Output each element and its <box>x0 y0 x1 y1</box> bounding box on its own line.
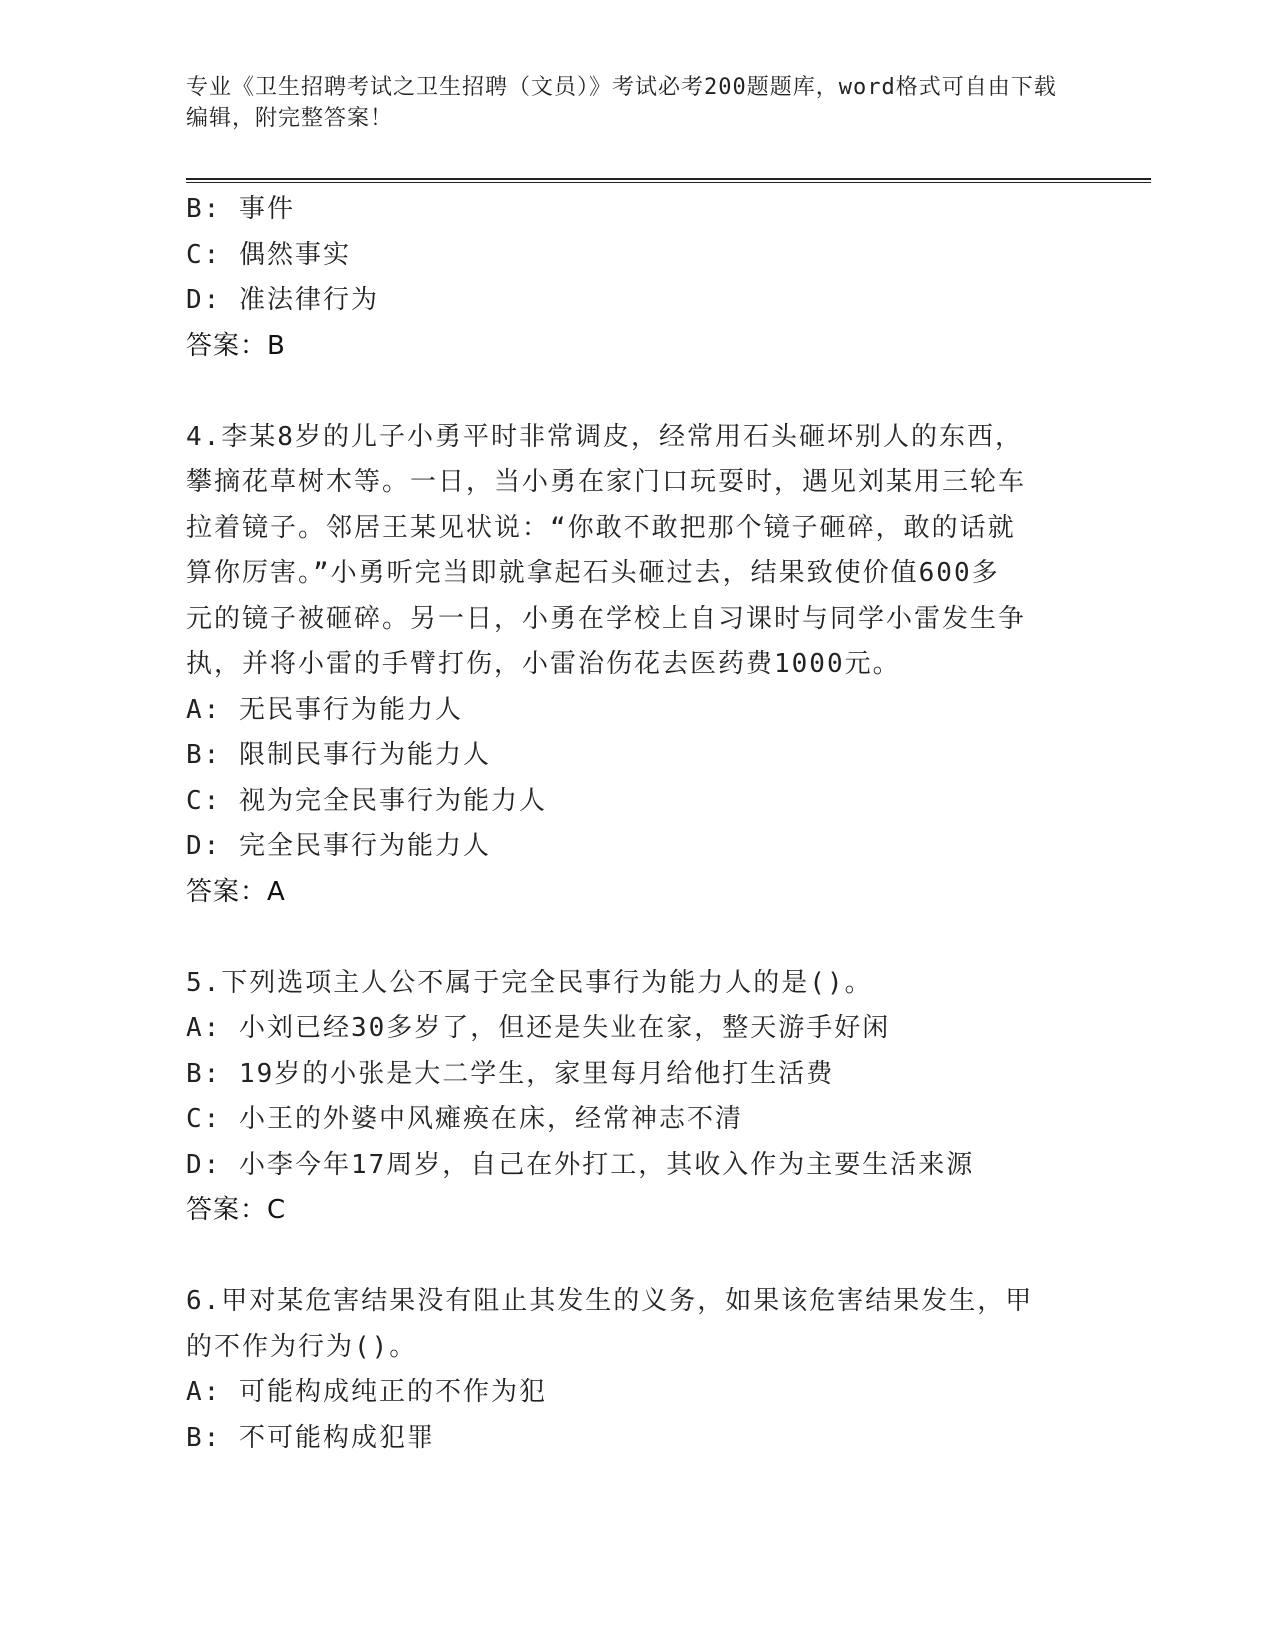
option-c: C: 视为完全民事行为能力人 <box>186 785 547 816</box>
question-block-5 <box>186 961 1066 1234</box>
option-d: D: 准法律行为 <box>186 285 379 315</box>
question-spacer <box>186 1234 1066 1280</box>
question-block-partial <box>186 187 1066 369</box>
question-text-line: 攀摘花草树木等。一日，当小勇在家门口玩耍时，遇见刘某用三轮车 <box>186 467 1027 497</box>
option-c: C: 偶然事实 <box>186 239 351 270</box>
option-c: C: 小王的外婆中风瘫痪在床，经常神志不清 <box>186 1104 743 1134</box>
header-divider-thick <box>186 178 1151 180</box>
option-b: B: 限制民事行为能力人 <box>186 740 491 770</box>
question-text-line: 的不作为行为()。 <box>186 1331 418 1362</box>
answer-line: 答案：B <box>186 330 286 361</box>
header-text: 专业《卫生招聘考试之卫生招聘（文员）》考试必考200题题库，word格式可自由下载编辑，附完整答案！ <box>186 75 1057 131</box>
option-b: B: 19岁的小张是大二学生，家里每月给他打生活费 <box>186 1058 835 1089</box>
option-b: B: 不可能构成犯罪 <box>186 1422 435 1453</box>
question-text-line: 执，并将小雷的手臂打伤，小雷治伤花去医药费1000元。 <box>186 649 901 679</box>
question-spacer <box>186 369 1066 415</box>
option-a: A: 可能构成纯正的不作为犯 <box>186 1377 547 1407</box>
question-text-line: 拉着镜子。邻居王某见状说：“你敢不敢把那个镜子砸碎，敢的话就 <box>186 512 1016 543</box>
option-d: D: 小李今年17周岁，自己在外打工，其收入作为主要生活来源 <box>186 1149 975 1180</box>
question-spacer <box>186 915 1066 961</box>
question-text-line: 算你厉害。”小勇听完当即就拿起石头砸过去，结果致使价值600多 <box>186 558 1000 588</box>
question-block-6 <box>186 1279 1066 1461</box>
answer-line: 答案：C <box>186 1195 287 1225</box>
option-a: A: 无民事行为能力人 <box>186 694 463 725</box>
option-d: D: 完全民事行为能力人 <box>186 831 491 861</box>
document-header <box>186 72 1066 134</box>
question-list <box>186 187 1066 1461</box>
question-text-line: 4.李某8岁的儿子小勇平时非常调皮，经常用石头砸坏别人的东西， <box>186 421 1023 452</box>
question-text-line: 5.下列选项主人公不属于完全民事行为能力人的是()。 <box>186 967 873 998</box>
answer-line: 答案：A <box>186 876 286 907</box>
question-text-line: 元的镜子被砸碎。另一日，小勇在学校上自习课时与同学小雷发生争 <box>186 603 1027 634</box>
option-b: B: 事件 <box>186 194 295 224</box>
question-block-4 <box>186 415 1066 916</box>
question-text-line: 6.甲对某危害结果没有阻止其发生的义务，如果该危害结果发生，甲 <box>186 1286 1034 1316</box>
header-divider-thin <box>186 182 1151 183</box>
option-a: A: 小刘已经30多岁了，但还是失业在家，整天游手好闲 <box>186 1013 891 1043</box>
